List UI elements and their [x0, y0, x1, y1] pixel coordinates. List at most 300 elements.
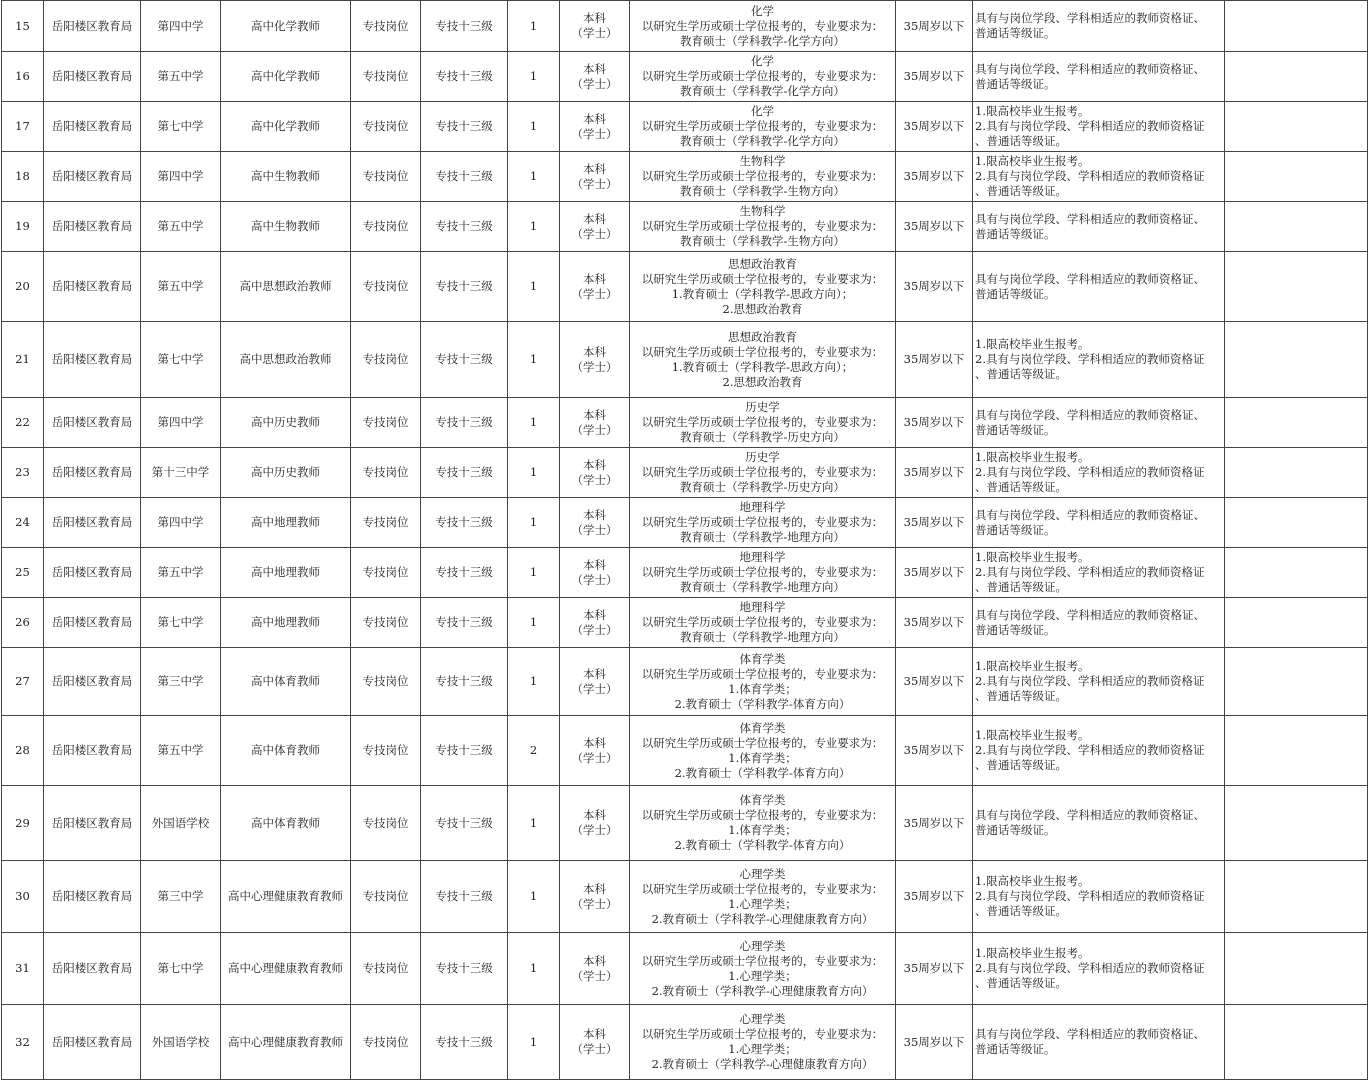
remarks-cell [1225, 786, 1368, 861]
age-limit-cell: 35周岁以下 [896, 322, 973, 398]
education-cell [560, 52, 630, 102]
other-conditions-cell [973, 202, 1225, 252]
table-row [2, 498, 1368, 548]
other-conditions-cell [973, 933, 1225, 1005]
remarks-cell [1225, 448, 1368, 498]
other-conditions-cell-line: 1.限高校毕业生报考。 [975, 659, 1090, 673]
post-name-cell: 高中体育教师 [221, 648, 351, 716]
other-conditions-cell [973, 252, 1225, 322]
school-cell: 第四中学 [141, 398, 221, 448]
major-requirement-cell-line: 以研究生学历或硕士学位报考的，专业要求为： [641, 515, 884, 529]
department-cell: 岳阳楼区教育局 [44, 1, 141, 52]
major-requirement-cell-line: 以研究生学历或硕士学位报考的，专业要求为： [641, 271, 884, 286]
education-cell [560, 648, 630, 716]
major-requirement-cell-line: 生物科学 [739, 204, 786, 218]
other-conditions-cell-line: 普通话等级证。 [975, 422, 1056, 437]
age-limit-cell: 35周岁以下 [896, 861, 973, 933]
other-conditions-cell [973, 861, 1225, 933]
education-cell-line: （学士） [571, 422, 618, 437]
education-cell [560, 202, 630, 252]
school-cell: 第五中学 [141, 202, 221, 252]
post-level-cell: 专技十三级 [421, 716, 508, 786]
education-cell-line: （学士） [571, 522, 618, 537]
major-requirement-cell-line: 教育硕士（学科教学-化学方向） [680, 33, 845, 48]
other-conditions-cell-line: 普通话等级证。 [975, 522, 1056, 537]
other-conditions-cell-line: 1.限高校毕业生报考。 [975, 154, 1090, 168]
post-level-cell: 专技十三级 [421, 322, 508, 398]
major-requirement-cell-line: 体育学类 [739, 720, 786, 735]
major-requirement-cell-line: 心理学类 [739, 1012, 786, 1026]
other-conditions-cell-line: 、普通话等级证。 [975, 134, 1067, 148]
major-requirement-cell [630, 1005, 896, 1080]
other-conditions-cell [973, 322, 1225, 398]
major-requirement-cell-line: 以研究生学历或硕士学位报考的，专业要求为： [641, 565, 884, 579]
major-requirement-cell-line: 以研究生学历或硕士学位报考的，专业要求为： [641, 18, 884, 33]
other-conditions-cell-line: 、普通话等级证。 [975, 184, 1067, 198]
school-cell: 第七中学 [141, 933, 221, 1005]
education-cell [560, 598, 630, 648]
department-cell: 岳阳楼区教育局 [44, 202, 141, 252]
other-conditions-cell-line: 2.具有与岗位学段、学科相适应的教师资格证 [975, 674, 1205, 688]
other-conditions-cell-line: 2.具有与岗位学段、学科相适应的教师资格证 [975, 169, 1205, 183]
major-requirement-cell-line: 教育硕士（学科教学-化学方向） [680, 84, 845, 98]
other-conditions-cell [973, 648, 1225, 716]
other-conditions-cell-line: 、普通话等级证。 [975, 580, 1067, 594]
post-level-cell: 专技十三级 [421, 398, 508, 448]
table-row [2, 322, 1368, 398]
education-cell [560, 398, 630, 448]
major-requirement-cell-line: 1.体育学类； [728, 750, 797, 765]
school-cell: 第五中学 [141, 52, 221, 102]
age-limit-cell: 35周岁以下 [896, 102, 973, 152]
post-type-cell: 专技岗位 [351, 202, 421, 252]
post-level-cell: 专技十三级 [421, 933, 508, 1005]
other-conditions-cell-line: 、普通话等级证。 [975, 367, 1067, 381]
other-conditions-cell [973, 448, 1225, 498]
post-name-cell: 高中心理健康教育教师 [221, 1005, 351, 1080]
major-requirement-cell-line: 2.思想政治教育 [722, 301, 803, 316]
other-conditions-cell-line: 2.具有与岗位学段、学科相适应的教师资格证 [975, 961, 1205, 975]
education-cell-line: （学士） [571, 26, 618, 40]
education-cell-line: 本科 [583, 344, 606, 359]
other-conditions-cell [973, 152, 1225, 202]
major-requirement-cell-line: 以研究生学历或硕士学位报考的，专业要求为： [641, 465, 884, 479]
post-level-cell: 专技十三级 [421, 202, 508, 252]
major-requirement-cell-line: 教育硕士（学科教学-生物方向） [680, 184, 845, 198]
post-name-cell: 高中生物教师 [221, 202, 351, 252]
school-cell: 第五中学 [141, 716, 221, 786]
post-level-cell: 专技十三级 [421, 152, 508, 202]
major-requirement-cell [630, 202, 896, 252]
other-conditions-cell [973, 716, 1225, 786]
major-requirement-cell-line: 思想政治教育 [728, 329, 797, 344]
major-requirement-cell-line: 2.教育硕士（学科教学-体育方向） [674, 838, 851, 852]
major-requirement-cell-line: 以研究生学历或硕士学位报考的，专业要求为： [641, 666, 884, 681]
education-cell-line: 本科 [583, 881, 606, 896]
major-requirement-cell-line: 地理科学 [739, 500, 786, 514]
education-cell-line: 本科 [583, 407, 606, 422]
department-cell: 岳阳楼区教育局 [44, 52, 141, 102]
education-cell-line: （学士） [571, 681, 618, 696]
education-cell [560, 252, 630, 322]
post-level-cell: 专技十三级 [421, 598, 508, 648]
major-requirement-cell-line: 以研究生学历或硕士学位报考的，专业要求为： [641, 881, 884, 896]
remarks-cell [1225, 861, 1368, 933]
education-cell [560, 498, 630, 548]
major-requirement-cell [630, 52, 896, 102]
major-requirement-cell [630, 786, 896, 861]
post-type-cell: 专技岗位 [351, 498, 421, 548]
major-requirement-cell [630, 1, 896, 52]
education-cell-line: （学士） [571, 896, 618, 911]
remarks-cell [1225, 322, 1368, 398]
other-conditions-cell-line: 具有与岗位学段、学科相适应的教师资格证、 [975, 607, 1205, 622]
other-conditions-cell-line: 2.具有与岗位学段、学科相适应的教师资格证 [975, 465, 1205, 479]
other-conditions-cell-line: 2.具有与岗位学段、学科相适应的教师资格证 [975, 565, 1205, 579]
school-cell: 第七中学 [141, 598, 221, 648]
other-conditions-cell-line: 具有与岗位学段、学科相适应的教师资格证、 [975, 61, 1205, 76]
post-name-cell: 高中化学教师 [221, 52, 351, 102]
major-requirement-cell [630, 252, 896, 322]
major-requirement-cell-line: 2.思想政治教育 [722, 374, 803, 389]
department-cell: 岳阳楼区教育局 [44, 548, 141, 598]
hire-count-cell: 1 [508, 861, 560, 933]
education-cell-line: （学士） [571, 472, 618, 487]
education-cell [560, 786, 630, 861]
other-conditions-cell [973, 786, 1225, 861]
other-conditions-cell [973, 498, 1225, 548]
major-requirement-cell-line: 1.心理学类； [728, 968, 797, 983]
post-level-cell: 专技十三级 [421, 1005, 508, 1080]
other-conditions-cell [973, 1005, 1225, 1080]
major-requirement-cell [630, 598, 896, 648]
other-conditions-cell-line: 1.限高校毕业生报考。 [975, 550, 1090, 564]
age-limit-cell: 35周岁以下 [896, 1, 973, 52]
post-name-cell: 高中历史教师 [221, 448, 351, 498]
education-cell [560, 1005, 630, 1080]
education-cell-line: 本科 [583, 271, 606, 286]
school-cell: 第三中学 [141, 648, 221, 716]
hire-count-cell: 1 [508, 548, 560, 598]
remarks-cell [1225, 152, 1368, 202]
education-cell-line: 本科 [583, 211, 606, 226]
school-cell: 外国语学校 [141, 786, 221, 861]
other-conditions-cell-line: 、普通话等级证。 [975, 480, 1067, 494]
other-conditions-cell-line: 具有与岗位学段、学科相适应的教师资格证、 [975, 407, 1205, 422]
education-cell [560, 861, 630, 933]
row-number-cell: 19 [2, 202, 44, 252]
major-requirement-cell-line: 体育学类 [739, 793, 786, 807]
major-requirement-cell-line: 以研究生学历或硕士学位报考的，专业要求为： [641, 119, 884, 133]
other-conditions-cell-line: 1.限高校毕业生报考。 [975, 946, 1090, 960]
hire-count-cell: 1 [508, 102, 560, 152]
other-conditions-cell-line: 1.限高校毕业生报考。 [975, 728, 1090, 742]
school-cell: 第七中学 [141, 322, 221, 398]
school-cell: 第四中学 [141, 152, 221, 202]
post-name-cell: 高中生物教师 [221, 152, 351, 202]
other-conditions-cell-line: 2.具有与岗位学段、学科相适应的教师资格证 [975, 352, 1205, 366]
department-cell: 岳阳楼区教育局 [44, 498, 141, 548]
post-name-cell: 高中地理教师 [221, 548, 351, 598]
education-cell-line: 本科 [583, 953, 606, 968]
row-number-cell: 20 [2, 252, 44, 322]
table-row [2, 1005, 1368, 1080]
row-number-cell: 31 [2, 933, 44, 1005]
post-type-cell: 专技岗位 [351, 648, 421, 716]
major-requirement-cell-line: 1.心理学类； [728, 896, 797, 911]
age-limit-cell: 35周岁以下 [896, 252, 973, 322]
post-name-cell: 高中地理教师 [221, 498, 351, 548]
department-cell: 岳阳楼区教育局 [44, 786, 141, 861]
education-cell-line: （学士） [571, 823, 618, 837]
education-cell [560, 322, 630, 398]
major-requirement-cell [630, 861, 896, 933]
row-number-cell: 28 [2, 716, 44, 786]
education-cell [560, 1, 630, 52]
other-conditions-cell [973, 398, 1225, 448]
table-row [2, 861, 1368, 933]
major-requirement-cell-line: 生物科学 [739, 154, 786, 168]
education-cell [560, 448, 630, 498]
major-requirement-cell-line: 思想政治教育 [728, 256, 797, 271]
department-cell: 岳阳楼区教育局 [44, 861, 141, 933]
major-requirement-cell-line: 教育硕士（学科教学-地理方向） [680, 630, 845, 644]
education-cell [560, 933, 630, 1005]
major-requirement-cell-line: 历史学 [745, 400, 780, 414]
remarks-cell [1225, 716, 1368, 786]
row-number-cell: 26 [2, 598, 44, 648]
major-requirement-cell-line: 以研究生学历或硕士学位报考的，专业要求为： [641, 169, 884, 183]
post-name-cell: 高中地理教师 [221, 598, 351, 648]
department-cell: 岳阳楼区教育局 [44, 448, 141, 498]
remarks-cell [1225, 102, 1368, 152]
education-cell-line: 本科 [583, 111, 606, 126]
age-limit-cell: 35周岁以下 [896, 716, 973, 786]
other-conditions-cell-line: 具有与岗位学段、学科相适应的教师资格证、 [975, 271, 1205, 286]
major-requirement-cell-line: 化学 [751, 3, 774, 18]
education-cell-line: （学士） [571, 76, 618, 91]
major-requirement-cell [630, 448, 896, 498]
hire-count-cell: 2 [508, 716, 560, 786]
major-requirement-cell-line: 以研究生学历或硕士学位报考的，专业要求为： [641, 808, 884, 822]
hire-count-cell: 1 [508, 252, 560, 322]
post-name-cell: 高中体育教师 [221, 716, 351, 786]
major-requirement-cell-line: 1.心理学类； [728, 1042, 797, 1056]
other-conditions-cell-line: 、普通话等级证。 [975, 689, 1067, 703]
hire-count-cell: 1 [508, 152, 560, 202]
table-row [2, 933, 1368, 1005]
major-requirement-cell-line: 1.体育学类； [728, 681, 797, 696]
other-conditions-cell [973, 598, 1225, 648]
major-requirement-cell-line: 教育硕士（学科教学-地理方向） [680, 530, 845, 544]
other-conditions-cell [973, 548, 1225, 598]
education-cell-line: 本科 [583, 457, 606, 472]
education-cell-line: （学士） [571, 968, 618, 983]
hire-count-cell: 1 [508, 498, 560, 548]
row-number-cell: 21 [2, 322, 44, 398]
row-number-cell: 30 [2, 861, 44, 933]
hire-count-cell: 1 [508, 598, 560, 648]
hire-count-cell: 1 [508, 1, 560, 52]
hire-count-cell: 1 [508, 1005, 560, 1080]
major-requirement-cell-line: 教育硕士（学科教学-化学方向） [680, 134, 845, 148]
post-name-cell: 高中心理健康教育教师 [221, 861, 351, 933]
row-number-cell: 32 [2, 1005, 44, 1080]
education-cell-line: 本科 [583, 11, 606, 25]
age-limit-cell: 35周岁以下 [896, 786, 973, 861]
major-requirement-cell [630, 102, 896, 152]
major-requirement-cell-line: 以研究生学历或硕士学位报考的，专业要求为： [641, 615, 884, 629]
row-number-cell: 18 [2, 152, 44, 202]
major-requirement-cell-line: 2.教育硕士（学科教学-心理健康教育方向） [651, 1057, 874, 1071]
education-cell-line: （学士） [571, 226, 618, 241]
position-table [1, 0, 1368, 1080]
table-row [2, 648, 1368, 716]
hire-count-cell: 1 [508, 786, 560, 861]
education-cell-line: 本科 [583, 666, 606, 681]
row-number-cell: 25 [2, 548, 44, 598]
major-requirement-cell [630, 498, 896, 548]
major-requirement-cell-line: 化学 [751, 54, 774, 68]
post-type-cell: 专技岗位 [351, 152, 421, 202]
education-cell-line: （学士） [571, 176, 618, 191]
table-row [2, 52, 1368, 102]
department-cell: 岳阳楼区教育局 [44, 933, 141, 1005]
other-conditions-cell-line: 具有与岗位学段、学科相适应的教师资格证、 [975, 507, 1205, 522]
hire-count-cell: 1 [508, 448, 560, 498]
major-requirement-cell-line: 教育硕士（学科教学-地理方向） [680, 580, 845, 594]
hire-count-cell: 1 [508, 52, 560, 102]
school-cell: 第三中学 [141, 861, 221, 933]
major-requirement-cell-line: 以研究生学历或硕士学位报考的，专业要求为： [641, 415, 884, 429]
post-level-cell: 专技十三级 [421, 52, 508, 102]
post-type-cell: 专技岗位 [351, 861, 421, 933]
other-conditions-cell [973, 102, 1225, 152]
major-requirement-cell-line: 历史学 [745, 450, 780, 464]
table-row [2, 102, 1368, 152]
post-type-cell: 专技岗位 [351, 716, 421, 786]
education-cell-line: （学士） [571, 286, 618, 301]
major-requirement-cell-line: 以研究生学历或硕士学位报考的，专业要求为： [641, 69, 884, 83]
other-conditions-cell-line: 普通话等级证。 [975, 1042, 1056, 1056]
post-level-cell: 专技十三级 [421, 861, 508, 933]
age-limit-cell: 35周岁以下 [896, 933, 973, 1005]
post-type-cell: 专技岗位 [351, 548, 421, 598]
age-limit-cell: 35周岁以下 [896, 1005, 973, 1080]
major-requirement-cell-line: 教育硕士（学科教学-生物方向） [680, 234, 845, 248]
major-requirement-cell-line: 教育硕士（学科教学-历史方向） [680, 480, 845, 494]
education-cell-line: 本科 [583, 61, 606, 76]
post-type-cell: 专技岗位 [351, 786, 421, 861]
education-cell-line: （学士） [571, 359, 618, 374]
post-type-cell: 专技岗位 [351, 252, 421, 322]
major-requirement-cell-line: 以研究生学历或硕士学位报考的，专业要求为： [641, 735, 884, 750]
education-cell-line: 本科 [583, 808, 606, 822]
hire-count-cell: 1 [508, 933, 560, 1005]
remarks-cell [1225, 1, 1368, 52]
row-number-cell: 27 [2, 648, 44, 716]
age-limit-cell: 35周岁以下 [896, 202, 973, 252]
other-conditions-cell-line: 、普通话等级证。 [975, 904, 1067, 918]
post-level-cell: 专技十三级 [421, 648, 508, 716]
school-cell: 第五中学 [141, 252, 221, 322]
education-cell [560, 716, 630, 786]
row-number-cell: 23 [2, 448, 44, 498]
education-cell-line: 本科 [583, 557, 606, 572]
major-requirement-cell-line: 体育学类 [739, 651, 786, 666]
education-cell-line: 本科 [583, 735, 606, 750]
post-name-cell: 高中化学教师 [221, 102, 351, 152]
age-limit-cell: 35周岁以下 [896, 448, 973, 498]
major-requirement-cell-line: 以研究生学历或硕士学位报考的，专业要求为： [641, 953, 884, 968]
major-requirement-cell-line: 以研究生学历或硕士学位报考的，专业要求为： [641, 1027, 884, 1041]
education-cell [560, 102, 630, 152]
row-number-cell: 17 [2, 102, 44, 152]
education-cell [560, 548, 630, 598]
row-number-cell: 29 [2, 786, 44, 861]
other-conditions-cell-line: 普通话等级证。 [975, 226, 1056, 241]
table-row [2, 202, 1368, 252]
other-conditions-cell-line: 1.限高校毕业生报考。 [975, 104, 1090, 118]
major-requirement-cell-line: 心理学类 [739, 866, 786, 881]
department-cell: 岳阳楼区教育局 [44, 398, 141, 448]
education-cell-line: （学士） [571, 622, 618, 637]
post-level-cell: 专技十三级 [421, 252, 508, 322]
table-row [2, 252, 1368, 322]
table-row [2, 398, 1368, 448]
hire-count-cell: 1 [508, 322, 560, 398]
other-conditions-cell-line: 2.具有与岗位学段、学科相适应的教师资格证 [975, 889, 1205, 903]
school-cell: 第七中学 [141, 102, 221, 152]
hire-count-cell: 1 [508, 398, 560, 448]
table-row [2, 1, 1368, 52]
other-conditions-cell-line: 具有与岗位学段、学科相适应的教师资格证、 [975, 11, 1205, 25]
table-body [2, 1, 1368, 1080]
other-conditions-cell-line: 普通话等级证。 [975, 823, 1056, 837]
major-requirement-cell-line: 教育硕士（学科教学-历史方向） [680, 430, 845, 444]
post-level-cell: 专技十三级 [421, 548, 508, 598]
post-name-cell: 高中思想政治教师 [221, 252, 351, 322]
other-conditions-cell-line: 2.具有与岗位学段、学科相适应的教师资格证 [975, 119, 1205, 133]
major-requirement-cell-line: 2.教育硕士（学科教学-心理健康教育方向） [651, 983, 874, 998]
education-cell-line: （学士） [571, 1042, 618, 1056]
education-cell-line: 本科 [583, 1027, 606, 1041]
post-level-cell: 专技十三级 [421, 1, 508, 52]
major-requirement-cell-line: 地理科学 [739, 550, 786, 564]
post-type-cell: 专技岗位 [351, 1, 421, 52]
major-requirement-cell-line: 以研究生学历或硕士学位报考的，专业要求为： [641, 219, 884, 233]
post-type-cell: 专技岗位 [351, 598, 421, 648]
remarks-cell [1225, 933, 1368, 1005]
education-cell-line: 本科 [583, 507, 606, 522]
remarks-cell [1225, 648, 1368, 716]
other-conditions-cell-line: 普通话等级证。 [975, 26, 1056, 40]
table-row [2, 598, 1368, 648]
hire-count-cell: 1 [508, 648, 560, 716]
department-cell: 岳阳楼区教育局 [44, 716, 141, 786]
education-cell-line: 本科 [583, 161, 606, 176]
education-cell-line: （学士） [571, 750, 618, 765]
major-requirement-cell [630, 716, 896, 786]
remarks-cell [1225, 202, 1368, 252]
row-number-cell: 22 [2, 398, 44, 448]
other-conditions-cell-line: 、普通话等级证。 [975, 758, 1067, 772]
post-type-cell: 专技岗位 [351, 102, 421, 152]
major-requirement-cell-line: 心理学类 [739, 938, 786, 953]
age-limit-cell: 35周岁以下 [896, 648, 973, 716]
age-limit-cell: 35周岁以下 [896, 548, 973, 598]
major-requirement-cell-line: 1.体育学类； [728, 823, 797, 837]
